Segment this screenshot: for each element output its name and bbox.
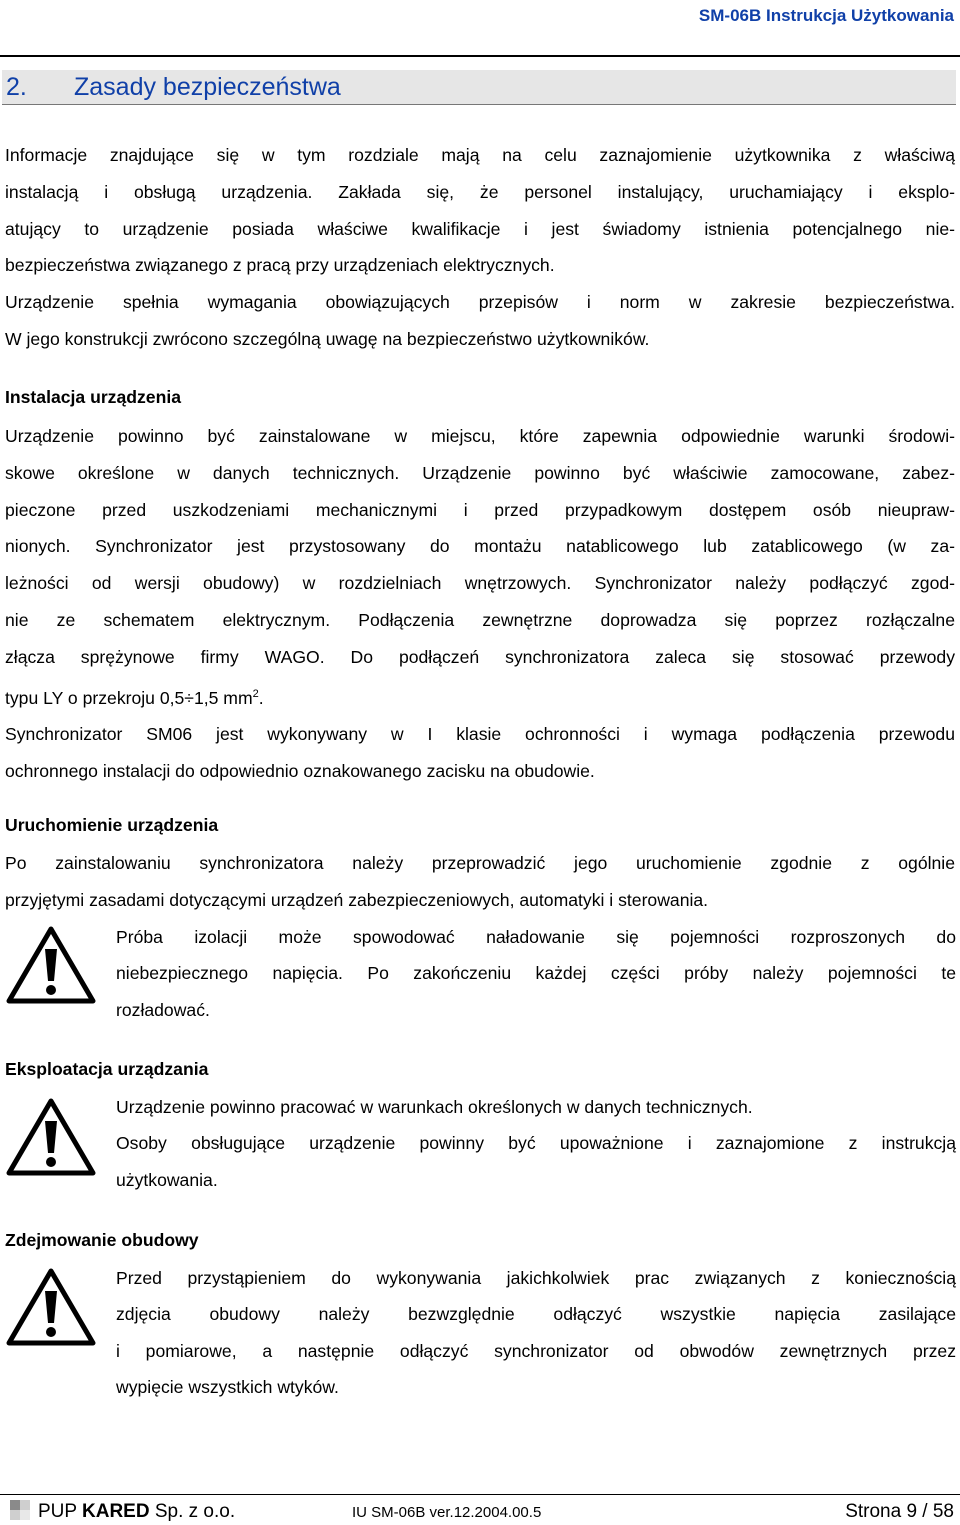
- installation-line: nie ze schematem elektrycznym. Podłączenia zewnętrzne doprowadza się poprzez rozłączalne: [5, 609, 955, 630]
- section-title: Zasady bezpieczeństwa: [74, 73, 341, 101]
- cable-spec-line: [5, 676, 955, 717]
- warning-line: Próba izolacji może spowodować naładowanie się pojemności rozproszonych do: [116, 927, 956, 947]
- footer-company: [38, 1501, 235, 1523]
- installation-heading: Instalacja urządzenia: [5, 387, 182, 407]
- installation-paragraph: [5, 418, 955, 790]
- startup-heading: Uruchomienie urządzenia: [5, 815, 219, 835]
- header-divider: [0, 55, 960, 57]
- startup-paragraph: [5, 845, 955, 919]
- startup-line: Po zainstalowaniu synchronizatora należy przeprowadzić jego uruchomienie zgodnie z ogólnie: [5, 853, 955, 873]
- warning-line: wypięcie wszystkich wtyków.: [116, 1377, 339, 1398]
- intro-line: atujący to urządzenie posiada właściwe kwalifikacje i jest świadomy istnienia potencjalnego nie-: [5, 218, 955, 239]
- intro-line: instalacją i obsługą urządzenia. Zakłada się, że personel instalujący, uruchamiający i eksplo-: [5, 181, 955, 202]
- section-number: 2.: [6, 73, 27, 101]
- installation-line: pieczone przed uszkodzeniami mechanicznymi i przed przypadkowym dostępem osób nieupraw-: [5, 499, 955, 520]
- protection-class-line: ochronnego instalacji do odpowiednio oznakowanego zacisku na obudowie.: [5, 761, 595, 782]
- company-prefix: PUP: [38, 1501, 83, 1522]
- warning-line: i pomiarowe, a następnie odłączyć synchronizator od obwodów zewnętrznych przez: [116, 1340, 956, 1361]
- intro-line: W jego konstrukcji zwrócono szczególną uwagę na bezpieczeństwo użytkowników.: [5, 328, 650, 349]
- installation-line: leżności od wersji obudowy) w rozdzielniach wnętrzowych. Synchronizator należy podłączyć zgod-: [5, 573, 955, 594]
- housing-removal-warning: [116, 1260, 956, 1406]
- intro-line: Urządzenie spełnia wymagania obowiązujących przepisów i norm w zakresie bezpieczeństwa.: [5, 292, 955, 313]
- footer-page-number: Strona 9 / 58: [845, 1501, 954, 1522]
- installation-line: skowe określone w danych technicznych. Urządzenie powinno być właściwie zamocowane, zabez-: [5, 462, 955, 483]
- warning-line: użytkowania.: [116, 1169, 218, 1190]
- warning-line: zdjęcia obudowy należy bezwzględnie odłączyć wszystkie napięcia zasilające: [116, 1304, 956, 1325]
- installation-line: Urządzenie powinno być zainstalowane w miejscu, które zapewnia odpowiednie warunki środowi-: [5, 426, 955, 446]
- footer-document-ref: IU SM-06B ver.12.2004.00.5: [352, 1504, 542, 1521]
- insulation-test-warning: [116, 919, 956, 1028]
- company-logo-icon: [8, 1498, 32, 1522]
- operation-warning: [116, 1089, 956, 1198]
- warning-triangle-icon: [6, 1097, 96, 1177]
- company-name: KARED: [82, 1501, 150, 1522]
- startup-line: przyjętymi zasadami dotyczącymi urządzeń zabezpieczeniowych, automatyki i sterowania.: [5, 889, 709, 910]
- installation-line: złącza sprężynowe firmy WAGO. Do podłączeń synchronizatora zaleca się stosować przewody: [5, 646, 955, 667]
- warning-line: niebezpiecznego napięcia. Po zakończeniu każdej części próby należy pojemności te: [116, 963, 956, 984]
- housing-removal-heading: Zdejmowanie obudowy: [5, 1230, 199, 1250]
- cable-spec-text: typu LY o przekroju 0,5÷1,5 mm: [5, 687, 253, 708]
- intro-line: Informacje znajdujące się w tym rozdziale mają na celu zaznajomienie użytkownika z właściwą: [5, 145, 955, 165]
- installation-line: nionych. Synchronizator jest przystosowany do montażu natablicowego lub zatablicowego (w za-: [5, 536, 955, 557]
- warning-line: rozładować.: [116, 999, 210, 1020]
- intro-paragraph: [5, 137, 955, 358]
- footer-divider: [0, 1494, 960, 1495]
- warning-line: Urządzenie powinno pracować w warunkach określonych w danych technicznych.: [116, 1097, 753, 1117]
- document-header-title: SM-06B Instrukcja Użytkowania: [698, 6, 954, 25]
- protection-class-line: Synchronizator SM06 jest wykonywany w I klasie ochronności i wymaga podłączenia przewodu: [5, 724, 955, 745]
- warning-triangle-icon: [6, 1267, 96, 1347]
- company-suffix: Sp. z o.o.: [149, 1501, 236, 1522]
- warning-triangle-icon: [6, 925, 96, 1005]
- cable-spec-superscript: 2: [252, 687, 259, 700]
- cable-spec-suffix: .: [258, 687, 264, 708]
- section-heading: [2, 70, 956, 105]
- operation-heading: Eksploatacja urządzania: [5, 1059, 209, 1079]
- warning-line: Przed przystąpieniem do wykonywania jakichkolwiek prac związanych z koniecznością: [116, 1268, 956, 1288]
- intro-line: bezpieczeństwa związanego z pracą przy urządzeniach elektrycznych.: [5, 255, 555, 276]
- warning-line: Osoby obsługujące urządzenie powinny być upoważnione i zaznajomione z instrukcją: [116, 1133, 956, 1154]
